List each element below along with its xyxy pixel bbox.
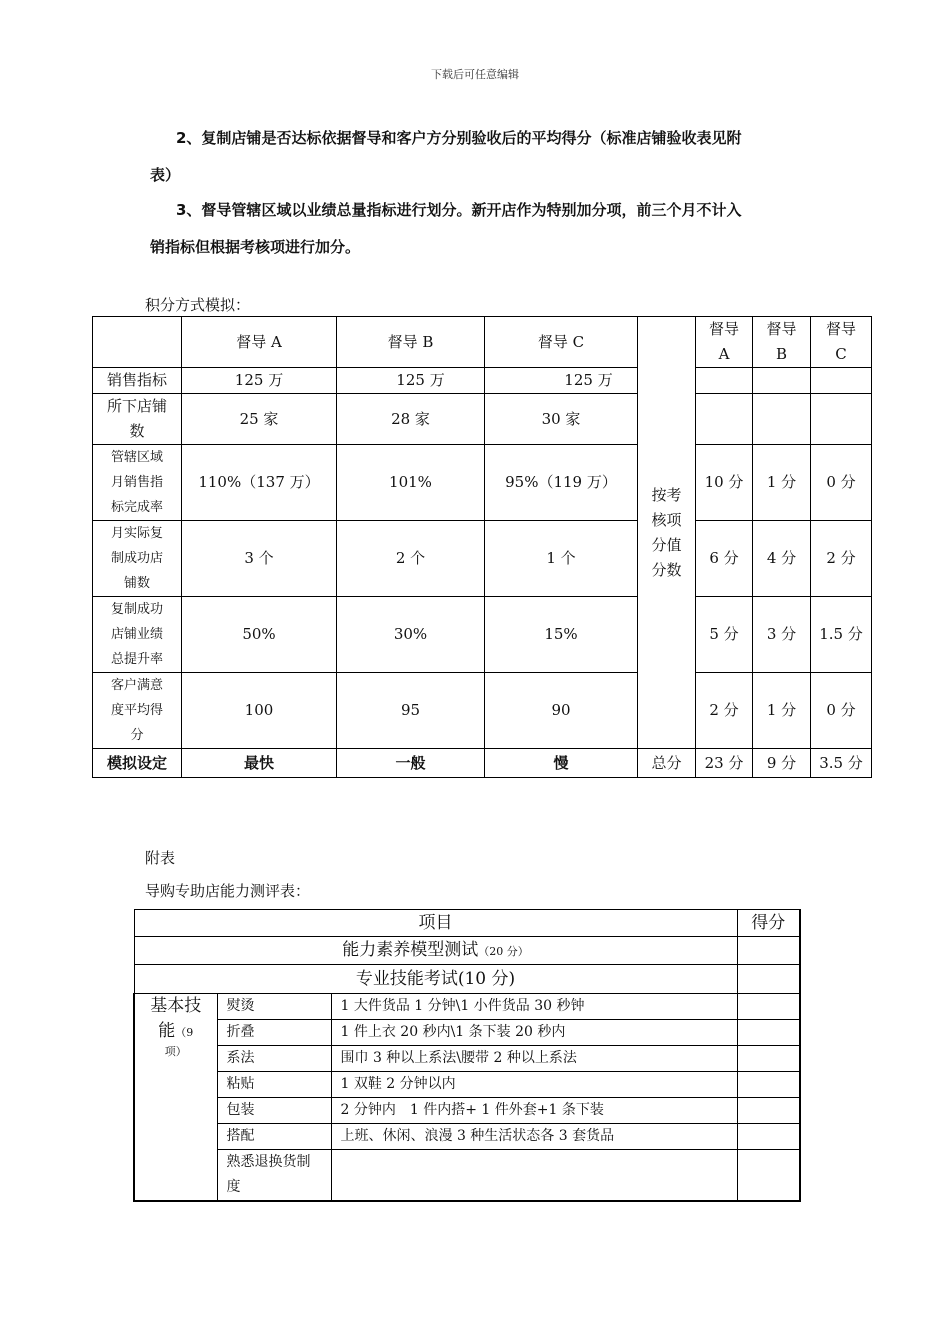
cell-c: 1 个	[485, 521, 638, 597]
speed-b: 一般	[337, 749, 485, 778]
label-line: 月销售指	[110, 475, 163, 490]
label-line: 所下店铺	[106, 397, 167, 415]
cell-a: 25 家	[182, 394, 337, 445]
group-label: 项）	[164, 1045, 187, 1058]
group-label: 能	[158, 1021, 176, 1041]
row-label	[93, 394, 182, 445]
cell-b: 28 家	[337, 394, 485, 445]
cell-a: 110%（137 万）	[182, 445, 337, 521]
cell-a: 50%	[182, 597, 337, 673]
score-header-c	[811, 317, 872, 368]
table-row	[134, 994, 800, 1020]
row-label	[93, 673, 182, 749]
merged-label-line: 分数	[651, 560, 682, 579]
score-a: 2 分	[696, 673, 753, 749]
score-b: 4 分	[753, 521, 811, 597]
item-name: 系法	[217, 1046, 331, 1072]
label-line: 总提升率	[110, 652, 163, 667]
cell-b: 125 万	[337, 368, 485, 394]
section-title: 能力素养模型测试	[342, 939, 479, 960]
item-name: 折叠	[217, 1020, 331, 1046]
table-row	[134, 1020, 800, 1046]
total-score-b: 9 分	[753, 749, 811, 778]
evaluation-table	[133, 909, 801, 1202]
item-desc: 2 分钟内 1 件内搭+ 1 件外套+1 条下装	[331, 1098, 737, 1124]
item-name: 搭配	[217, 1124, 331, 1150]
paragraph-2-line2: 表）	[150, 166, 181, 184]
item-desc: 1 双鞋 2 分钟以内	[331, 1072, 737, 1098]
row-label	[93, 597, 182, 673]
group-label: 基本技	[150, 996, 202, 1016]
cell-a: 125 万	[182, 368, 337, 394]
score-a	[696, 394, 753, 445]
score-cell	[737, 1046, 800, 1072]
header-item: 项目	[134, 910, 737, 937]
score-a: 6 分	[696, 521, 753, 597]
table-row	[134, 1046, 800, 1072]
header-supervisor-b: 督导 B	[337, 317, 485, 368]
group-label: （9	[175, 1026, 194, 1039]
merged-score-label	[638, 317, 696, 749]
label-line: 标完成率	[110, 500, 163, 515]
cell-c: 95%（119 万）	[485, 445, 638, 521]
cell-a: 3 个	[182, 521, 337, 597]
total-label: 总分	[638, 749, 696, 778]
group-basic-skills	[134, 994, 217, 1202]
cell-c: 15%	[485, 597, 638, 673]
label-line: 客户满意	[110, 678, 163, 693]
merged-label-line: 按考	[651, 485, 682, 504]
label-line: 铺数	[123, 576, 150, 591]
cell-b: 2 个	[337, 521, 485, 597]
item-desc: 1 大件货品 1 分钟\1 小件货品 30 秒钟	[331, 994, 737, 1020]
score-a: 5 分	[696, 597, 753, 673]
score-header-a	[696, 317, 753, 368]
item-name-line: 熟悉退换货制	[226, 1154, 311, 1170]
cell-b: 30%	[337, 597, 485, 673]
section-skill-exam: 专业技能考试(10 分)	[134, 965, 737, 994]
cell-a: 100	[182, 673, 337, 749]
section-row	[134, 937, 800, 965]
total-row-label: 模拟设定	[93, 749, 182, 778]
table-row	[93, 445, 872, 521]
table-row	[134, 1098, 800, 1124]
table-row	[93, 394, 872, 445]
table-row	[134, 1124, 800, 1150]
score-a: 10 分	[696, 445, 753, 521]
label-line: 度平均得	[110, 703, 163, 718]
appendix-title: 附表	[145, 849, 176, 867]
cell-c: 30 家	[485, 394, 638, 445]
merged-label-line: 核项	[651, 510, 682, 529]
score-table-header-row	[93, 317, 872, 368]
score-header-line: 督导	[825, 320, 856, 338]
table-row	[93, 597, 872, 673]
score-b	[753, 394, 811, 445]
paragraph-3-line1: 3、督导管辖区域以业绩总量指标进行划分。新开店作为特别加分项，前三个月不计入	[176, 201, 742, 219]
score-c: 0 分	[811, 445, 872, 521]
table-row	[93, 673, 872, 749]
score-header-line: 督导	[708, 320, 739, 338]
paragraph-2-line1: 2、复制店铺是否达标依据督导和客户方分别验收后的平均得分（标准店铺验收表见附	[176, 129, 742, 147]
item-name: 熨烫	[217, 994, 331, 1020]
paragraph-3-line2: 销指标但根据考核项进行加分。	[150, 238, 361, 256]
cell-c: 90	[485, 673, 638, 749]
total-score-c: 3.5 分	[811, 749, 872, 778]
score-header-line: A	[718, 345, 730, 363]
label-line: 制成功店	[110, 551, 163, 566]
row-label	[93, 521, 182, 597]
score-header-line: C	[835, 345, 847, 363]
score-cell	[737, 1124, 800, 1150]
label-line: 管辖区域	[110, 450, 163, 465]
item-desc: 上班、休闲、浪漫 3 种生活状态各 3 套货品	[331, 1124, 737, 1150]
corner-cell	[93, 317, 182, 368]
cell-b: 95	[337, 673, 485, 749]
item-name-line: 度	[226, 1179, 241, 1195]
header-supervisor-c: 督导 C	[485, 317, 638, 368]
item-desc: 围巾 3 种以上系法\腰带 2 种以上系法	[331, 1046, 737, 1072]
table-row	[134, 1072, 800, 1098]
label-line: 店铺业绩	[110, 627, 163, 642]
score-cell	[737, 1098, 800, 1124]
label-line: 分	[130, 728, 144, 743]
label-line: 月实际复	[110, 526, 163, 541]
section-points: （20 分）	[478, 944, 529, 958]
score-c	[811, 368, 872, 394]
total-row	[93, 749, 872, 778]
score-header-line: 督导	[766, 320, 797, 338]
cell-b: 101%	[337, 445, 485, 521]
eval-header-row	[134, 910, 800, 937]
table-row	[93, 368, 872, 394]
score-b: 1 分	[753, 445, 811, 521]
score-b: 1 分	[753, 673, 811, 749]
section-ability-test	[134, 937, 737, 965]
score-b	[753, 368, 811, 394]
row-label: 销售指标	[93, 368, 182, 394]
item-desc: 1 件上衣 20 秒内\1 条下装 20 秒内	[331, 1020, 737, 1046]
merged-label-line: 分值	[651, 535, 682, 554]
item-name: 粘贴	[217, 1072, 331, 1098]
score-header-line: B	[775, 345, 788, 363]
total-score-a: 23 分	[696, 749, 753, 778]
item-desc	[331, 1150, 737, 1202]
table-row	[93, 521, 872, 597]
label-line: 复制成功	[110, 602, 163, 617]
cell-c: 125 万	[485, 368, 638, 394]
score-c: 1.5 分	[811, 597, 872, 673]
label-line: 数	[129, 422, 145, 440]
score-c: 0 分	[811, 673, 872, 749]
score-c: 2 分	[811, 521, 872, 597]
score-table-title: 积分方式模拟：	[145, 296, 251, 314]
item-name	[217, 1150, 331, 1202]
score-b: 3 分	[753, 597, 811, 673]
score-cell	[737, 1072, 800, 1098]
score-cell	[737, 937, 800, 965]
header-supervisor-a: 督导 A	[182, 317, 337, 368]
score-cell	[737, 1020, 800, 1046]
score-cell	[737, 1150, 800, 1202]
speed-a: 最快	[182, 749, 337, 778]
section-row	[134, 965, 800, 994]
table-row	[134, 1150, 800, 1202]
score-header-b	[753, 317, 811, 368]
page-header: 下载后可任意编辑	[431, 68, 519, 81]
row-label	[93, 445, 182, 521]
score-c	[811, 394, 872, 445]
score-simulation-table	[92, 316, 872, 778]
eval-table-title: 导购专助店能力测评表：	[145, 882, 311, 900]
score-a	[696, 368, 753, 394]
speed-c: 慢	[485, 749, 638, 778]
item-name: 包装	[217, 1098, 331, 1124]
score-cell	[737, 965, 800, 994]
header-score: 得分	[737, 910, 800, 937]
score-cell	[737, 994, 800, 1020]
